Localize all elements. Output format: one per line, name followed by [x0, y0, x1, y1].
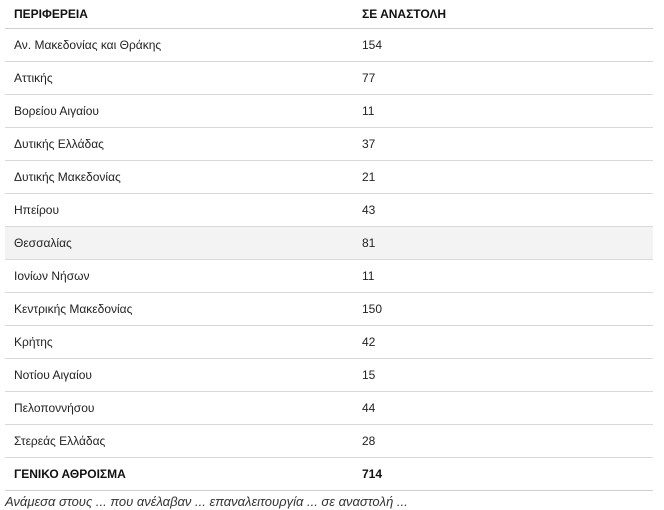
- table-row: [5, 392, 653, 425]
- table-total-row: [5, 458, 653, 491]
- header-region: ΠΕΡΙΦΕΡΕΙΑ: [5, 0, 353, 29]
- table-row: [5, 62, 653, 95]
- suspension-table-container: [5, 0, 653, 491]
- cell-region: Δυτικής Ελλάδας: [5, 128, 353, 161]
- table-row: [5, 194, 653, 227]
- cell-value: 42: [353, 326, 653, 359]
- cell-region: Κεντρικής Μακεδονίας: [5, 293, 353, 326]
- cell-value: 37: [353, 128, 653, 161]
- cell-value: 81: [353, 227, 653, 260]
- total-label: ΓΕΝΙΚΟ ΑΘΡΟΙΣΜΑ: [5, 458, 353, 491]
- cell-region: Αττικής: [5, 62, 353, 95]
- cell-region: Ιονίων Νήσων: [5, 260, 353, 293]
- cell-region: Ηπείρου: [5, 194, 353, 227]
- cell-value: 43: [353, 194, 653, 227]
- cell-value: 21: [353, 161, 653, 194]
- table-row: [5, 29, 653, 62]
- cell-region: Κρήτης: [5, 326, 353, 359]
- table-row: [5, 425, 653, 458]
- table-row: [5, 161, 653, 194]
- total-value: 714: [353, 458, 653, 491]
- table-header-row: [5, 0, 653, 29]
- cell-value: 154: [353, 29, 653, 62]
- cell-value: 150: [353, 293, 653, 326]
- cell-value: 77: [353, 62, 653, 95]
- table-row: [5, 293, 653, 326]
- article-text-cutoff: Ανάμεσα στους ... που ανέλαβαν ... επαναλειτουργία ... σε αναστολή ...: [5, 494, 408, 509]
- cell-region: Νοτίου Αιγαίου: [5, 359, 353, 392]
- header-suspended: ΣΕ ΑΝΑΣΤΟΛΗ: [353, 0, 653, 29]
- cell-region: Αν. Μακεδονίας και Θράκης: [5, 29, 353, 62]
- cell-region: Δυτικής Μακεδονίας: [5, 161, 353, 194]
- cell-region: Πελοποννήσου: [5, 392, 353, 425]
- table-row-hovered: [5, 227, 653, 260]
- cell-value: 44: [353, 392, 653, 425]
- cell-region: Στερεάς Ελλάδας: [5, 425, 353, 458]
- cell-region: Θεσσαλίας: [5, 227, 353, 260]
- cell-value: 11: [353, 260, 653, 293]
- table-row: [5, 95, 653, 128]
- suspension-table: [5, 0, 653, 491]
- cell-region: Βορείου Αιγαίου: [5, 95, 353, 128]
- table-row: [5, 326, 653, 359]
- table-row: [5, 128, 653, 161]
- table-row: [5, 359, 653, 392]
- cell-value: 15: [353, 359, 653, 392]
- cell-value: 28: [353, 425, 653, 458]
- table-row: [5, 260, 653, 293]
- cell-value: 11: [353, 95, 653, 128]
